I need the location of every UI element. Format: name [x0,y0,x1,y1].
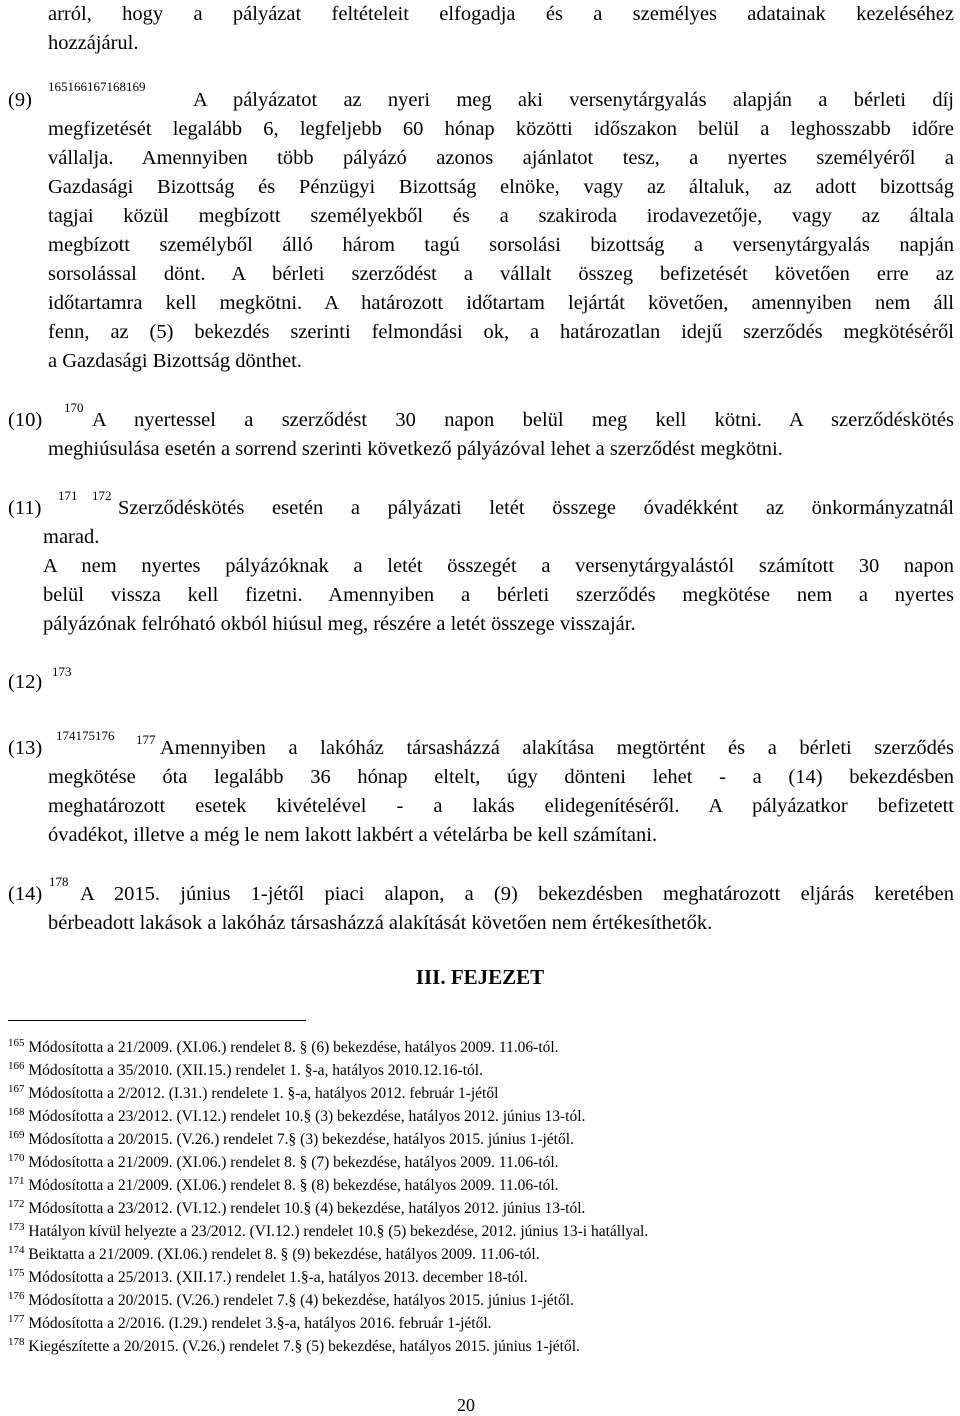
paragraph-line: vállalja. Amennyiben több pályázó azonos ajánlatot tesz, a nyertes személyéről a [48,147,954,169]
footnote [8,1199,585,1219]
footnote-number: 168 [8,1106,25,1118]
intro-line: hozzájárul. [48,32,139,54]
footnote-text: Módosította a 23/2012. (VI.12.) rendelet 10.§ (4) bekezdése, hatályos 2012. június 13-tól. [28,1200,586,1217]
footnote [8,1291,574,1311]
footnote [8,1061,483,1081]
page-number: 20 [457,1395,475,1415]
paragraph-line: A pályázatot az nyeri meg aki versenytárgyalás alapján a bérleti díj [193,89,954,111]
footnote [8,1337,580,1357]
footnote-number: 167 [8,1083,25,1095]
footnote-text: Módosította a 2/2016. (I.29.) rendelet 3.§-a, hatályos 2016. február 1-jétől. [28,1315,492,1332]
footnote-number: 172 [8,1198,25,1210]
paragraph-line: bérbeadott lakások a lakóház társasházzá alakítását követően nem értékesíthetők. [48,912,713,934]
paragraph-line: meghatározott esetek kivételével - a lakás elidegenítéséről. A pályázatkor befizetett [48,795,954,817]
footnote-text: Kiegészítette a 20/2015. (V.26.) rendelet 7.§ (5) bekezdése, hatályos 2015. június 1-jétől. [28,1338,580,1355]
paragraph-line: fenn, az (5) bekezdés szerinti felmondási ok, a határozatlan idejű szerződés megkötéséről [48,321,954,343]
paragraph-number: (9) [8,89,32,111]
footnote-text: Módosította a 20/2015. (V.26.) rendelet 7.§ (4) bekezdése, hatályos 2015. június 1-jétől. [28,1292,574,1309]
paragraph-line: marad. [43,526,100,548]
paragraph-number: (10) [8,409,43,431]
footnote-number: 166 [8,1060,25,1072]
paragraph-line: pályázónak felróható okból hiúsul meg, részére a letét összege visszajár. [43,613,636,635]
footnote-text: Módosította a 20/2015. (V.26.) rendelet 7.§ (3) bekezdése, hatályos 2015. június 1-jétől. [28,1131,574,1148]
footnote [8,1084,498,1104]
footnote-text: Módosította a 35/2010. (XII.15.) rendelet 1. §-a, hatályos 2010.12.16-tól. [28,1062,483,1079]
footnote-text: Beiktatta a 21/2009. (XI.06.) rendelet 8. § (9) bekezdése, hatályos 2009. 11.06-tól. [28,1246,540,1263]
footnote-number: 178 [8,1336,25,1348]
footnote-number: 177 [8,1313,25,1325]
footnote-text: Módosította a 2/2012. (I.31.) rendelete 1. §-a, hatályos 2012. február 1-jétől [28,1085,499,1102]
footnote [8,1038,559,1058]
paragraph-line: meghiúsulása esetén a sorrend szerinti következő pályázóval lehet a szerződést megkötni. [48,438,783,460]
footnote [8,1314,492,1334]
footnote-number: 174 [8,1244,25,1256]
footnote-number: 169 [8,1129,25,1141]
footnote [8,1153,559,1173]
footnote-number: 171 [8,1175,25,1187]
footnote-text: Módosította a 23/2012. (VI.12.) rendelet 10.§ (3) bekezdése, hatályos 2012. június 13-tól. [28,1108,586,1125]
footnote-number: 175 [8,1267,25,1279]
footnote-ref: 177 [136,732,156,747]
paragraph-number: (14) [8,883,43,905]
paragraph-line: Amennyiben a lakóház társasházzá alakítása megtörtént és a bérleti szerződés [160,737,954,759]
paragraph-line: belül vissza kell fizetni. Amennyiben a bérleti szerződés megkötése nem a nyertes [43,584,954,606]
paragraph-line: sorsolással dönt. A bérleti szerződést a vállalt összeg befizetését követően erre az [48,263,954,285]
paragraph-number: (12) [8,671,43,693]
footnote-text: Módosította a 25/2013. (XII.17.) rendelet 1.§-a, hatályos 2013. december 18-tól. [28,1269,528,1286]
paragraph-line: Gazdasági Bizottság és Pénzügyi Bizottság elnöke, vagy az általuk, az adott bizottság [48,176,954,198]
footnote [8,1245,540,1265]
footnote-ref: 178 [49,874,69,889]
paragraph-line: Szerződéskötés esetén a pályázati letét összege óvadékként az önkormányzatnál [118,497,954,519]
footnote-text: Módosította a 21/2009. (XI.06.) rendelet 8. § (8) bekezdése, hatályos 2009. 11.06-tól. [28,1177,559,1194]
footnote [8,1107,585,1127]
footnote-ref: 172 [92,488,112,503]
paragraph-line: megbízott személyből álló három tagú sorsolási bizottság a versenytárgyalás napján [48,234,954,256]
paragraph-line: A nem nyertes pályázóknak a letét összegét a versenytárgyalástól számított 30 napon [43,555,954,577]
footnote [8,1268,528,1288]
intro-line: arról, hogy a pályázat feltételeit elfogadja és a személyes adatainak kezeléséhez [48,3,954,25]
footnote-ref: 170 [64,400,84,415]
paragraph-line: időtartamra kell megkötni. A határozott időtartam lejártát követően, amennyiben nem áll [48,292,954,314]
footnote-number: 165 [8,1037,25,1049]
footnote [8,1176,559,1196]
footnote-text: Hatályon kívül helyezte a 23/2012. (VI.12.) rendelet 10.§ (5) bekezdése, 2012. június 13-i hatállyal. [28,1223,649,1240]
paragraph-line: A nyertessel a szerződést 30 napon belül meg kell kötni. A szerződéskötés [92,409,954,431]
footnote-ref: 173 [52,664,72,679]
footnote-number: 176 [8,1290,25,1302]
footnote-text: Módosította a 21/2009. (XI.06.) rendelet 8. § (6) bekezdése, hatályos 2009. 11.06-tól. [28,1039,559,1056]
footnote-separator [8,1020,306,1021]
chapter-heading: III. FEJEZET [415,965,545,989]
footnote-ref: 174175176 [56,728,115,743]
paragraph-line: megkötése óta legalább 36 hónap eltelt, úgy dönteni lehet - a (14) bekezdésben [48,766,954,788]
footnote-text: Módosította a 21/2009. (XI.06.) rendelet 8. § (7) bekezdése, hatályos 2009. 11.06-tól. [28,1154,559,1171]
footnote-number: 170 [8,1152,25,1164]
paragraph-line: A 2015. június 1-jétől piaci alapon, a (9) bekezdésben meghatározott eljárás keretében [80,883,954,905]
footnote [8,1222,648,1242]
paragraph-line: óvadékot, illetve a még le nem lakott lakbért a vételárba be kell számítani. [48,824,658,846]
footnote-number: 173 [8,1221,25,1233]
paragraph-line: megfizetését legalább 6, legfeljebb 60 hónap közötti időszakon belül a leghosszabb időre [48,118,954,140]
paragraph-number: (11) [8,497,42,519]
paragraph-line: a Gazdasági Bizottság dönthet. [48,350,302,372]
paragraph-line: tagjai közül megbízott személyekből és a szakiroda irodavezetője, vagy az általa [48,205,954,227]
footnote [8,1130,574,1150]
footnote-ref: 165166167168169 [48,79,146,94]
paragraph-number: (13) [8,737,43,759]
footnote-ref: 171 [58,488,78,503]
